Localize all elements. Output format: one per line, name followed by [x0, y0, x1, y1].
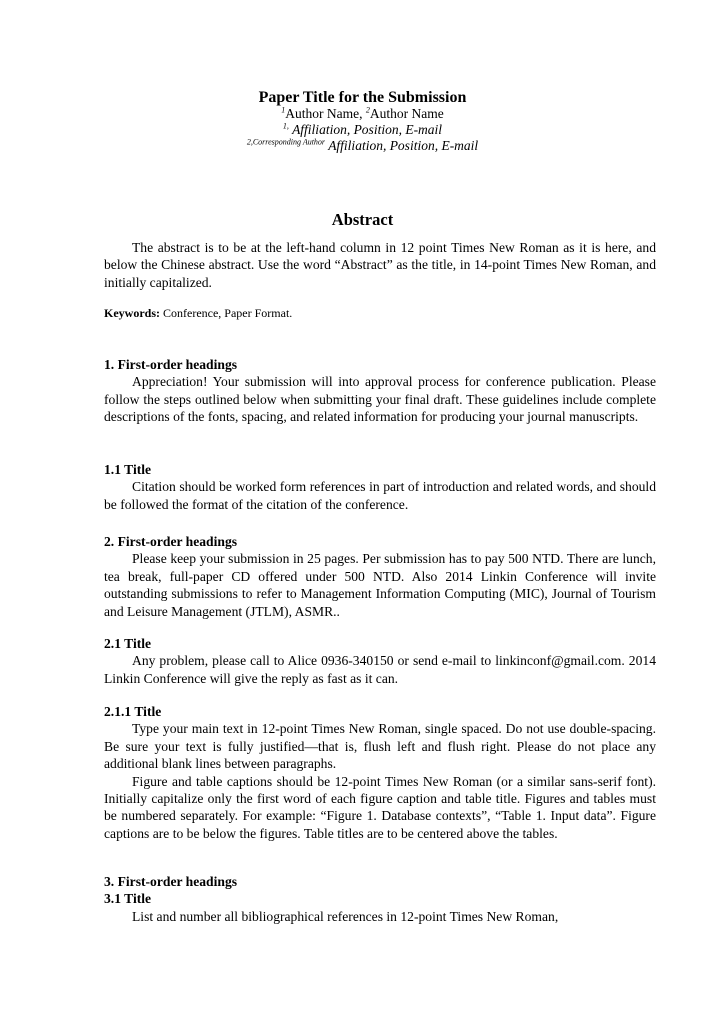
section-2-1-1-paragraph-a: Type your main text in 12-point Times New Roman, single spaced. Do not use double-spacing. Be sure your text is fully justified—that is, flush left and flush right. Please do not place any additional blank lines between paragraphs.	[104, 721, 656, 772]
abstract-title: Abstract	[331, 210, 394, 229]
section-2	[104, 533, 656, 620]
section-2-paragraph: Please keep your submission in 25 pages. Per submission has to pay 500 NTD. There are lunch, tea break, full-paper CD offered under 500 NTD. Also 2014 Linkin Conference will invite outstanding submissions to refer to Management Information Computing (MIC), Journal of Tourism and Leisure Management (JTLM), ASMR..	[104, 551, 656, 619]
affiliation-1	[0, 122, 725, 138]
author-2-name: Author Name	[369, 106, 444, 121]
section-2-1	[104, 635, 656, 687]
affiliation-1-text: Affiliation, Position, E-mail	[292, 122, 443, 137]
affiliation-1-superscript: 1,	[282, 121, 289, 131]
section-1-1-paragraph: Citation should be worked form references in part of introduction and related words, and should be followed the format of the citation of the conference.	[104, 479, 656, 512]
section-3	[104, 873, 656, 925]
keywords-line	[104, 306, 656, 321]
abstract-paragraph: The abstract is to be at the left-hand column in 12 point Times New Roman as it is here, and below the Chinese abstract. Use the word “Abstract” as the title, in 14-point Times New Roman, and initially capitalized.	[104, 240, 656, 290]
section-2-1-heading: 2.1 Title	[104, 636, 152, 651]
keywords-label: Keywords:	[104, 306, 160, 320]
section-3-1-paragraph: List and number all bibliographical references in 12-point Times New Roman,	[132, 908, 559, 924]
section-2-heading: 2. First-order headings	[104, 534, 238, 549]
section-1-paragraph: Appreciation! Your submission will into approval process for conference publication. Please follow the steps outlined below when submitting your final draft. These guidelines include complete descriptions of the fonts, spacing, and related information for producing your journal manuscripts.	[104, 374, 656, 425]
author-2-superscript: 2	[365, 105, 370, 115]
section-3-1-heading: 3.1 Title	[104, 891, 152, 907]
affiliation-2-text: Affiliation, Position, E-mail	[328, 138, 479, 153]
paper-title: Paper Title for the Submission	[258, 89, 467, 106]
affiliation-2-superscript: 2,Corresponding Author	[246, 137, 326, 147]
author-1-superscript: 1	[281, 105, 286, 115]
section-1-heading: 1. First-order headings	[104, 357, 238, 372]
section-1-1-heading: 1.1 Title	[104, 462, 152, 477]
section-3-heading: 3. First-order headings	[104, 874, 238, 889]
abstract-body	[104, 239, 656, 291]
keywords-text: Conference, Paper Format.	[163, 306, 293, 320]
section-2-1-1-paragraph-b: Figure and table captions should be 12-point Times New Roman (or a similar sans-serif font). Initially capitalize only the first word of each figure caption and table title. Figures and tables must be numbered separately. For example: “Figure 1. Database contexts”, “Table 1. Input data”. Figure captions are to be below the figures. Table titles are to be centered above the tables.	[104, 773, 656, 841]
section-1	[104, 356, 656, 426]
author-line	[0, 106, 725, 122]
section-1-1	[104, 461, 656, 513]
section-2-1-1-heading: 2.1.1 Title	[104, 704, 162, 719]
author-1-name: Author Name,	[285, 106, 363, 121]
section-2-1-1	[104, 703, 656, 842]
section-2-1-paragraph: Any problem, please call to Alice 0936-340150 or send e-mail to linkinconf@gmail.com. 2014 Linkin Conference will give the reply as fast as it can.	[104, 653, 656, 686]
affiliation-2	[0, 138, 725, 154]
